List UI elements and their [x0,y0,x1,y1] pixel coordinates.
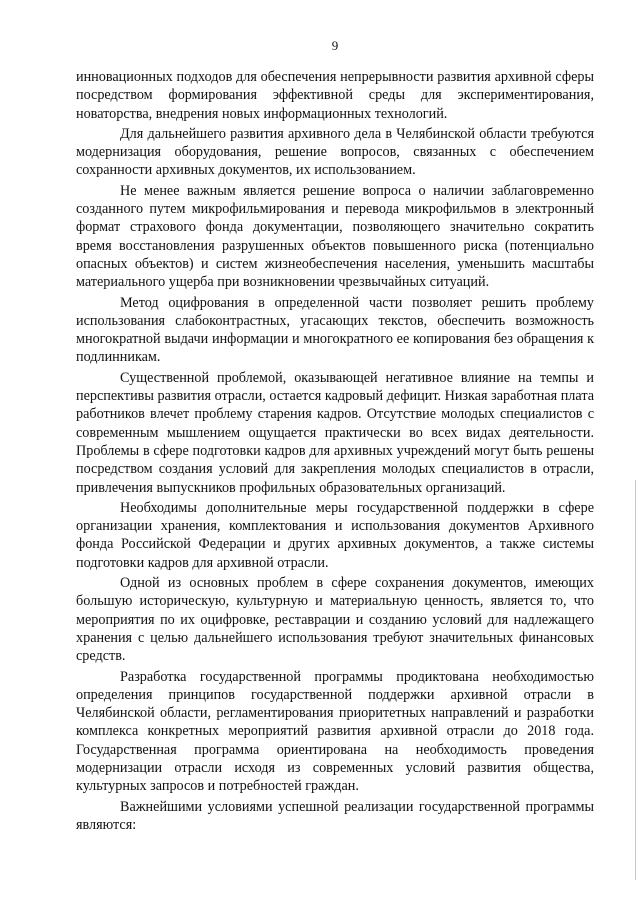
paragraph: Необходимы дополнительные меры государственной поддержки в сфере организации хранения, комплектования и использования документов Архивного фонда Российской Федерации и других архивных документов, а также системы подготовки кадров для архивной отрасли. [76,499,594,571]
page-number: 9 [331,38,339,53]
paragraph: Существенной проблемой, оказывающей негативное влияние на темпы и перспективы развития отрасли, остается кадровый дефицит. Низкая заработная плата работников влечет проблему старения кадров. Отсутствие молодых специалистов с современным мышлением ощущается практически во всех видах деятельности. Проблемы в сфере подготовки кадров для архивных учреждений могут быть решены посредством создания условий для закрепления молодых специалистов в отрасли, привлечения выпускников профильных образовательных организаций. [76,369,594,496]
paragraph: Метод оцифрования в определенной части позволяет решить проблему использования слабоконтрастных, угасающих текстов, обеспечить возможность многократной выдачи информации и многократного ее копирования без обращения к подлинникам. [76,294,594,366]
paragraph: Важнейшими условиями успешной реализации государственной программы являются: [76,798,594,833]
paragraph: Для дальнейшего развития архивного дела в Челябинской области требуются модернизация оборудования, решение вопросов, связанных с обеспечением сохранности архивных документов, их использованием. [76,125,594,179]
body-text [76,68,594,834]
paragraph: Разработка государственной программы продиктована необходимостью определения принципов государственной поддержки архивной отрасли в Челябинской области, регламентирования приоритетных направлений и разработки комплекса конкретных мероприятий развития архивной отрасли до 2018 года. Государственная программа ориентирована на необходимость проведения модернизации отрасли исходя из современных условий развития общества, культурных запросов и потребностей граждан. [76,668,594,795]
paragraph: Не менее важным является решение вопроса о наличии заблаговременно созданного путем микрофильмирования и перевода микрофильмов в электронный формат страхового фонда документации, позволяющего значительно сократить время восстановления разрушенных объектов повышенного риска (потенциально опасных объектов) и систем жизнеобеспечения населения, уменьшить масштабы материального ущерба при возникновении чрезвычайных ситуаций. [76,182,594,291]
paragraph: Одной из основных проблем в сфере сохранения документов, имеющих большую историческую, культурную и материальную ценность, является то, что мероприятия по их оцифровке, реставрации и созданию условий для надлежащего хранения с целью дальнейшего использования требуют значительных финансовых средств. [76,575,594,665]
paragraph: инновационных подходов для обеспечения непрерывности развития архивной сферы посредством формирования эффективной среды для экспериментирования, новаторства, внедрения новых информационных технологий. [76,69,594,122]
scan-edge-line [635,480,636,880]
